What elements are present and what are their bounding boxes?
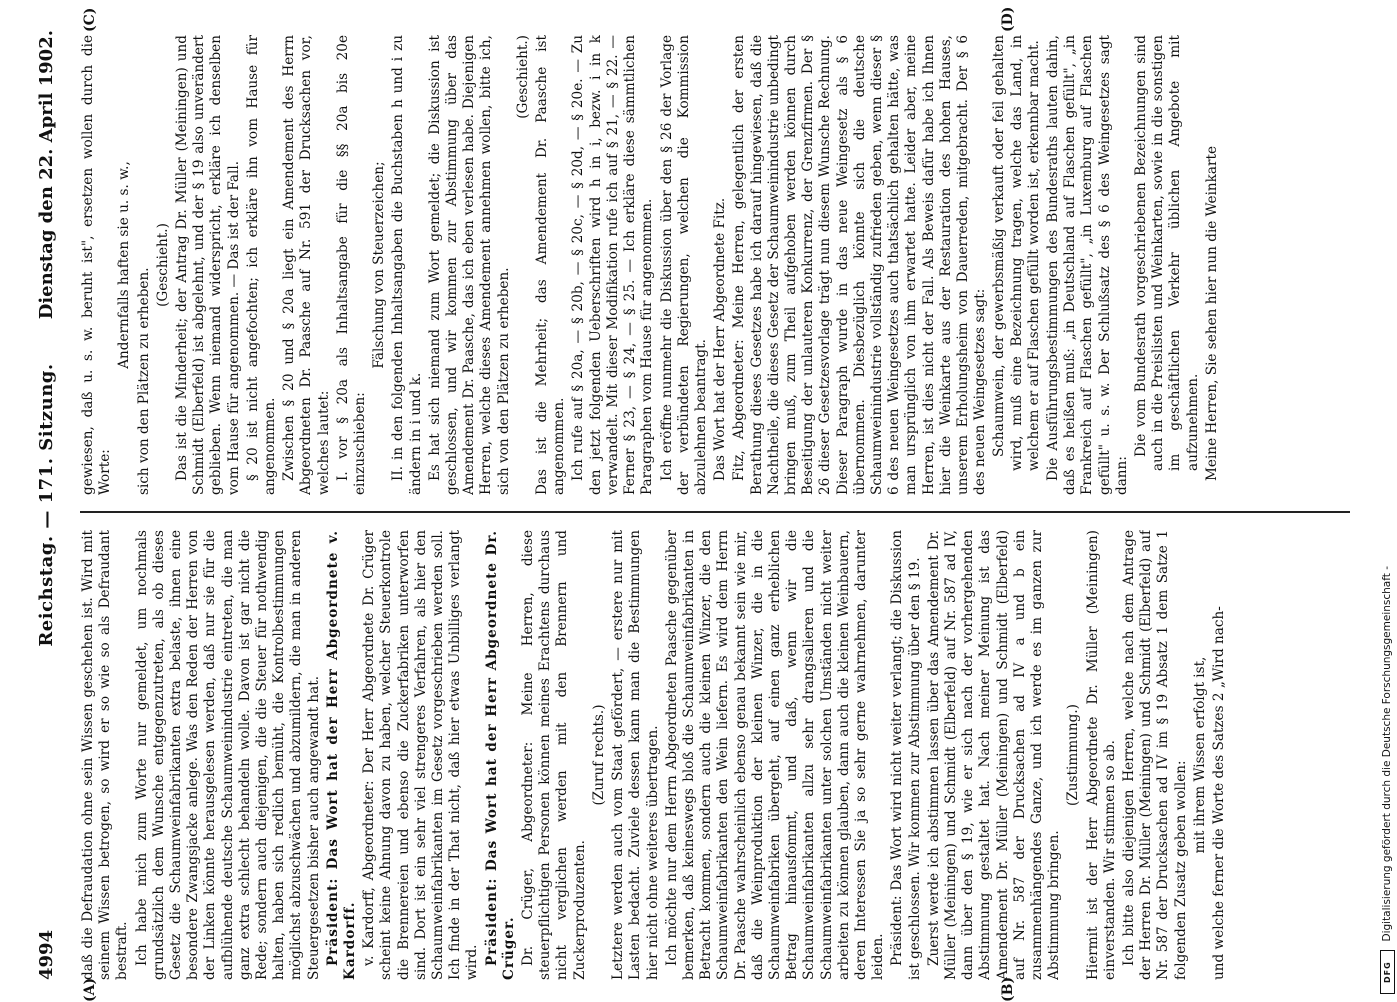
paragraph: Das Wort hat der Herr Abgeordnete Fitz. [712, 197, 729, 481]
left-column [80, 530, 1360, 980]
paragraph: Ich eröffne nunmehr die Diskussion über den § 26 der Vorlage der verbündeten Regierungen, welchen die Kommission abzulehnen beantragt. [658, 35, 709, 495]
paragraph: § 20 ist nicht angefochten; ich erkläre ihn vom Hause für angenommen. [244, 35, 279, 495]
session-date: Dienstag den 22. April 1902. [36, 30, 57, 320]
paragraph: Präsident: Das Wort wird nicht weiter verlangt; die Diskussion ist geschlossen. Wir kommen zur Abstimmung über den § 19. [889, 530, 923, 980]
page-title: Reichstag. — 171. Sitzung. [36, 363, 57, 647]
margin-marker-a: (A) [82, 977, 98, 1002]
paragraph: Zuerst werde ich abstimmen lassen über das Amendement Dr. Müller (Meiningen) und Schmidt (Elberfeld) auf Nr. 587 ad IV, dann über den § 19, wie er sich nach der vorhergehenden Abstimmung gestaltet hat. Nach meiner Meinung ist das Amendement Dr. Müller (Meiningen) und Schmidt (Elberfeld) auf Nr. 587 der Drucksachen ad IV a und b ein zusammenhängendes Ganze, und ich werde es im ganzen zur Abstimmung bringen. [925, 530, 1063, 980]
paragraph: Die Ausführungsbestimmungen des Bundesraths lauten dahin, daß es heißen muß: „in Deutschland auf Flaschen gefüllt", „in Frankreich auf Flaschen gefüllt", „in Luxemburg auf Flaschen gefüllt" u. s. w. Der Schlußsatz des § 6 des Weingesetzes sagt dann: [1044, 35, 1130, 495]
amendment-item: I. vor § 20a als Inhaltsangabe für die §§ 20a bis 20e einzuschieben: [334, 35, 369, 495]
paragraph: Es hat sich niemand zum Wort gemeldet; die Diskussion ist geschlossen, und wir kommen zur Abstimmung über das Amendement Dr. Paasche, das ich eben verlesen habe. Diejenigen Herren, welche dieses Amendement annehmen wollen, bitte ich, sich von den Plätzen zu erheben. [426, 35, 512, 495]
digitization-note [1379, 0, 1397, 1000]
quoted-amendment: Andernfalls haften sie u. s. w., [116, 161, 133, 369]
paragraph: Ich möchte nur dem Herrn Abgeordneten Paasche gegenüber bemerken, daß keineswegs bloß die Schaumweinfabrikanten in Betracht kommen, sondern auch die kleinen Winzer, die den Schaumweinfabrikanten den Wein liefern. Es wird dem Herrn Dr. Paasche wahrscheinlich ebenso genau bekannt sein wie mir, daß die Weinproduktion der kleinen Winzer, die in die Schaumweinfabriken übergeht, auf einen ganz erheblichen Betrag hinausfommt, und daß, wenn wir die Schaumweinfabrikanten allzu sehr drangsalieren und die Schaumweinfabrikanten unter solchen Umständen nicht weiter arbeiten zu können glauben, dann auch die kleinen Weinbauern, deren Interessen Sie ja so sehr gerne wahrnehmen, darunter leiden. [663, 530, 887, 980]
quoted-amendment: mit ihrem Wissen erfolgt ist, [1191, 656, 1208, 854]
paragraph: und welche ferner die Worte des Satzes 2 „Wird nach- [1211, 606, 1227, 980]
amendment-item: II. in den folgenden Inhaltsangaben die Buchstaben h und i zu ändern in i und k. [390, 35, 424, 495]
margin-marker-d: (D) [1000, 6, 1016, 32]
paragraph: Dr. Crüger, Abgeordneter: Meine Herren, diese steuerpflichtigen Personen können meines Erachtens durchaus nicht verglichen werden mit den Brennern und Zuckerproduzenten. [520, 530, 588, 980]
quoted-law: Die vom Bundesrath vorgeschriebenen Bezeichnungen sind auch in die Preislisten und Weinkarten, sowie in die sonstigen im geschäftlichen Verkehr üblichen Angebote mit aufzunehmen. [1132, 35, 1201, 471]
paragraph: Das ist die Mehrheit; das Amendement Dr. Paasche ist angenommen. [534, 35, 568, 495]
speaker-line: Präsident: Das Wort hat der Herr Abgeordnete Dr. Crüger. [483, 530, 517, 980]
page-header [30, 30, 70, 980]
interjection: (Zustimmung.) [1065, 704, 1082, 806]
paragraph: sich von den Plätzen zu erheben. [135, 267, 152, 495]
column-divider [80, 511, 1350, 513]
interjection: (Geschieht.) [514, 35, 531, 119]
speaker-line: Präsident: Das Wort hat der Herr Abgeordnete v. Kardorff. [324, 530, 359, 980]
paragraph: Letztere werden auch vom Staat gefördert, — erstere nur mit Lasten bedacht. Zuviele dessen kann man die Bestimmungen hier nicht ohne weiteres übertragen. [610, 530, 661, 980]
paragraph: Fitz, Abgeordneter: Meine Herren, gelegentlich der ersten Berathung dieses Gesetzes habe ich darauf hingewiesen, daß die Nachtheile, die dieses Gesetz der Schaumweinindustrie unbedingt bringen muß, zum Theil aufgehoben werden können durch Beseitigung der unlauteren Konkurrenz, der Grenzfirmen. Der § 26 dieser Gesetzesvorlage trägt nun diesem Wunsche Rechnung. Dieser Paragraph wurde in das neue Weingesetz als § 6 übernommen. Diesbezüglich könnte sich die deutsche Schaumweinindustrie vollständig zufrieden geben, wenn dieser § 6 des neuen Weingesetzes auch thatsächlich gehalten hätte, was man ursprünglich von ihm erwartet hatte. Leider aber, meine Herren, ist dies nicht der Fall. Als Beweis dafür habe ich Ihnen hier die Weinkarte aus der Restauration des hohen Hauses, unserem Erholungsheim von Dauerreden, mitgebracht. Der § 6 des neuen Weingesetzes sagt: [731, 35, 989, 495]
margin-marker-c: (C) [82, 7, 98, 32]
margin-marker-b: (B) [1000, 976, 1016, 1002]
paragraph: Meine Herren, Sie sehen hier nun die Weinkarte [1203, 145, 1220, 481]
paragraph: Ich rufe auf § 20a, — § 20b, — § 20c, — § 20d, — § 20e. — Zu den jetzt folgenden Ueberschriften wird h in i, bezw. i in k verwandelt. Mit dieser Modifikation rufe ich auf § 21, — § 22. — Ferner § 23, — § 24, — § 25. — Ich erkläre diese sämmtlichen Paragraphen vom Hause für angenommen. [570, 35, 656, 495]
paragraph: Hiermit ist der Herr Abgeordnete Dr. Müller (Meiningen) einverstanden. Wir stimmen so ab. [1084, 530, 1118, 980]
paragraph: gewiesen, daß u. s. w. beruht ist", ersetzen wollen durch die Worte: [80, 35, 114, 495]
quoted-law: Schaumwein, der gewerbsmäßig verkauft oder feil gehalten wird, muß eine Bezeichnung tragen, welche das Land, in welchem er auf Flaschen gefüllt worden ist, erkennbar macht. [991, 35, 1042, 471]
dfg-logo: DFG [1380, 950, 1395, 994]
paragraph: daß die Defraudation ohne sein Wissen geschehen ist. Wird mit seinem Wissen betrogen, so wird er so wie so als Defraudant bestraft. [80, 530, 131, 980]
interjection: (Zuruf rechts.) [590, 704, 607, 806]
right-column [80, 35, 1360, 495]
amendment-heading: Fälschung von Steuerzeichen; [371, 161, 388, 369]
paragraph: Das ist die Minderheit; der Antrag Dr. Müller (Meiningen) und Schmidt (Elberfeld) ist abgelehnt, und der § 19 also unverändert geblieben. Wenn niemand widerspricht, erkläre ich denselben vom Hause für angenommen. — Das ist der Fall. [174, 35, 242, 495]
page-number: 4994 [36, 929, 57, 980]
paragraph: Ich bitte also diejenigen Herren, welche nach dem Antrage der Herren Dr. Müller (Meiningen) und Schmidt (Elberfeld) auf Nr. 587 der Drucksachen ad IV im § 19 Absatz 1 dem Satze 1 folgenden Zusatz geben wollen: [1120, 530, 1189, 980]
paragraph: v. Kardorff, Abgeordneter: Der Herr Abgeordnete Dr. Crüger scheint keine Ahnung davon zu haben, welcher Steuerkontrole die Brennereien und ebenso die Zuckerfabriken unterworfen sind. Dort ist ein sehr viel strengeres Verfahren, als hier den Schaumweinfabrikanten im Gesetz vorgeschrieben werden soll. Ich finde in der That nicht, daß hier etwas Unbilliges verlangt wird. [361, 530, 481, 980]
paragraph: Ich habe mich zum Worte nur gemeldet, um nochmals grundsätzlich dem Wunsche entgegenzutreten, als ob dieses Gesetz die Schaumweinfabrikanten extra belaste, ihnen eine besondere Zwangsjacke anlege. Was den Reden der Herren von der Linken könnte herausgelesen werden, daß nur sie für die aufblühende deutsche Schaumweinindustrie eintreten, die man ganz extra schlecht behandeln wolle. Davon ist gar nicht die Rede; sondern auch diejenigen, die die Steuer für nothwendig halten, haben sich redlich bemüht, die Kontrolbestimmungen möglichst abzuschwächen und abzumildern, die man in anderen Steuergesetzen bisher auch angewandt hat. [133, 530, 322, 980]
funding-notice: Digitalisierung gefördert durch die Deutsche Forschungsgemeinschaft - [1381, 566, 1393, 942]
interjection: (Geschieht.) [154, 223, 171, 307]
paragraph: Zwischen § 20 und § 20a liegt ein Amendement des Herrn Abgeordneten Dr. Paasche auf Nr. 591 der Drucksachen vor, welches lautet: [281, 35, 332, 495]
